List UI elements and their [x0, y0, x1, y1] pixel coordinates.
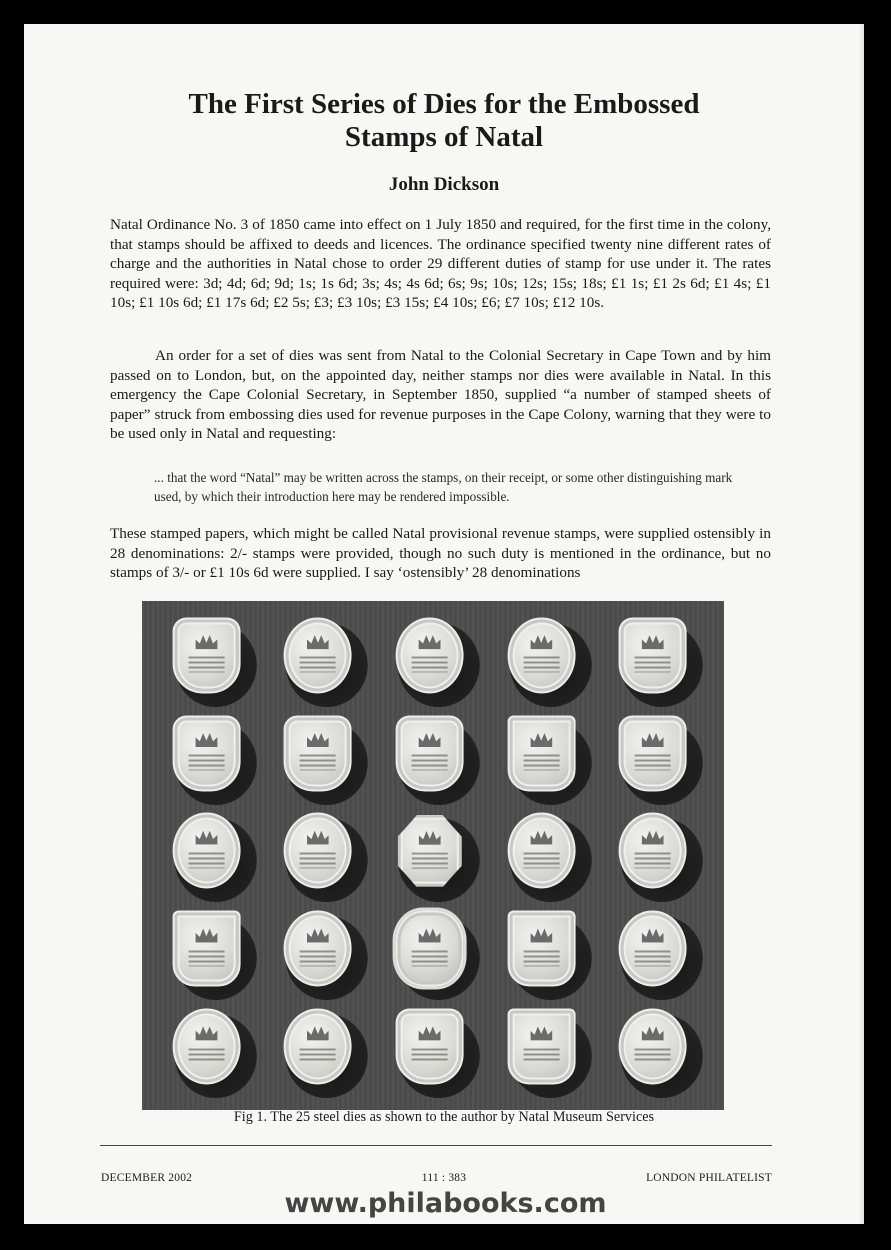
die-8: [377, 709, 489, 807]
die-13: [377, 807, 489, 905]
die-face: [172, 911, 240, 987]
die-face: [619, 1009, 687, 1085]
crown-icon: [195, 1026, 217, 1040]
footer-journal-name: LONDON PHILATELIST: [646, 1172, 772, 1184]
die-engraving: [523, 950, 559, 966]
die-face: [396, 911, 464, 987]
die-20: [600, 904, 712, 1002]
die-face: [507, 911, 575, 987]
die-face: [619, 911, 687, 987]
article-author: John Dickson: [388, 174, 500, 195]
die-19: [489, 904, 601, 1002]
die-face: [396, 715, 464, 791]
die-engraving: [523, 755, 559, 771]
die-engraving: [188, 1048, 224, 1064]
die-15: [600, 807, 712, 905]
crown-icon: [642, 929, 664, 943]
die-engraving: [300, 852, 336, 868]
die-face: [172, 715, 240, 791]
die-engraving: [300, 950, 336, 966]
die-engraving: [188, 852, 224, 868]
block-quote: ... that the word “Natal” may be written across the stamps, on their receipt, or some other distinguishing mark used, by which their introduction here may be rendered impossible.: [154, 470, 733, 504]
crown-icon: [419, 635, 441, 649]
die-10: [600, 709, 712, 807]
footer-date: DECEMBER 2002: [101, 1172, 193, 1184]
crown-icon: [419, 929, 441, 943]
die-22: [266, 1002, 378, 1100]
crown-icon: [195, 635, 217, 649]
die-21: [154, 1002, 266, 1100]
crown-icon: [195, 929, 217, 943]
die-engraving: [300, 755, 336, 771]
die-face: [619, 617, 687, 693]
article-title: [84, 88, 804, 154]
title-line-1: The First Series of Dies for the Embossed: [188, 88, 700, 120]
crown-icon: [195, 733, 217, 747]
crown-icon: [642, 733, 664, 747]
crown-icon: [307, 1026, 329, 1040]
die-engraving: [412, 657, 448, 673]
die-engraving: [523, 657, 559, 673]
die-engraving: [412, 755, 448, 771]
die-engraving: [188, 950, 224, 966]
die-engraving: [412, 950, 448, 966]
die-face: [396, 617, 464, 693]
title-line-2: Stamps of Natal: [344, 121, 544, 153]
die-engraving: [635, 755, 671, 771]
crown-icon: [530, 929, 552, 943]
die-face: [172, 1009, 240, 1085]
die-18: [377, 904, 489, 1002]
die-17: [266, 904, 378, 1002]
figure-caption: Fig 1. The 25 steel dies as shown to the author by Natal Museum Services: [233, 1109, 655, 1125]
die-4: [489, 611, 601, 709]
die-6: [154, 709, 266, 807]
crown-icon: [642, 635, 664, 649]
die-engraving: [635, 950, 671, 966]
die-engraving: [523, 1048, 559, 1064]
die-24: [489, 1002, 601, 1100]
die-23: [377, 1002, 489, 1100]
journal-page: [24, 24, 864, 1224]
die-engraving: [412, 853, 448, 869]
die-face: [172, 617, 240, 693]
die-1: [154, 611, 266, 709]
die-engraving: [300, 657, 336, 673]
crown-icon: [530, 1026, 552, 1040]
die-face: [284, 813, 352, 889]
crown-icon: [419, 1026, 441, 1040]
die-16: [154, 904, 266, 1002]
die-9: [489, 709, 601, 807]
footer-page-number: 111 : 383: [421, 1172, 467, 1184]
die-2: [266, 611, 378, 709]
crown-icon: [530, 831, 552, 845]
die-engraving: [300, 1048, 336, 1064]
die-engraving: [188, 755, 224, 771]
die-engraving: [188, 657, 224, 673]
die-face: [507, 715, 575, 791]
die-face: [172, 813, 240, 889]
crown-icon: [307, 929, 329, 943]
watermark-url: www.philabooks.com: [284, 1188, 607, 1219]
die-5: [600, 611, 712, 709]
die-face: [284, 617, 352, 693]
crown-icon: [530, 733, 552, 747]
die-grid: [154, 611, 712, 1100]
die-7: [266, 709, 378, 807]
die-face: [284, 911, 352, 987]
figure-dies-photo: [142, 601, 724, 1110]
crown-icon: [195, 831, 217, 845]
die-face: [619, 813, 687, 889]
die-engraving: [523, 852, 559, 868]
die-face: [284, 715, 352, 791]
die-face: [507, 813, 575, 889]
die-14: [489, 807, 601, 905]
crown-icon: [419, 831, 441, 845]
crown-icon: [307, 733, 329, 747]
die-face: [396, 1009, 464, 1085]
crown-icon: [642, 831, 664, 845]
crown-icon: [419, 733, 441, 747]
paragraph-3: These stamped papers, which might be called Natal provisional revenue stamps, were supplied ostensibly in 28 denominations: 2/- stamps were provided, though no such duty is mentioned in the ordinance, but no stamps of 3/- or £1 10s 6d were supplied. I say ‘ostensibly’ 28 denominations: [110, 525, 771, 582]
crown-icon: [307, 831, 329, 845]
crown-icon: [530, 635, 552, 649]
die-face: [507, 617, 575, 693]
die-engraving: [635, 1048, 671, 1064]
die-11: [154, 807, 266, 905]
page-edge-shadow: [858, 24, 864, 1224]
die-face: [619, 715, 687, 791]
die-face: [284, 1009, 352, 1085]
die-3: [377, 611, 489, 709]
crown-icon: [307, 635, 329, 649]
crown-icon: [642, 1026, 664, 1040]
die-engraving: [635, 852, 671, 868]
die-engraving: [635, 657, 671, 673]
die-25: [600, 1002, 712, 1100]
die-12: [266, 807, 378, 905]
paragraph-1: Natal Ordinance No. 3 of 1850 came into effect on 1 July 1850 and required, for the first time in the colony, that stamps should be affixed to deeds and licences. The ordinance specified twenty nine different rates of charge and the authorities in Natal chose to order 29 different duties of stamp for use under it. The rates required were: 3d; 4d; 6d; 9d; 1s; 1s 6d; 3s; 4s; 4s 6d; 6s; 9s; 10s; 12s; 15s; 18s; £1 1s; £1 2s 6d; £1 4s; £1 10s; £1 10s 6d; £1 17s 6d; £2 5s; £3; £3 10s; £3 15s; £4 10s; £6; £7 10s; £12 10s.: [110, 216, 771, 312]
die-engraving: [412, 1048, 448, 1064]
paragraph-2: An order for a set of dies was sent from Natal to the Colonial Secretary in Cape Town and by him passed on to London, but, on the appointed day, neither stamps nor dies were available in Natal. In this emergency the Cape Colonial Secretary, in September 1850, supplied “a number of stamped sheets of paper” struck from embossing dies used for revenue purposes in the Cape Colony, warning that they were to be used only in Natal and requesting:: [110, 347, 771, 443]
footer-rule: [100, 1145, 772, 1146]
die-face: [507, 1009, 575, 1085]
